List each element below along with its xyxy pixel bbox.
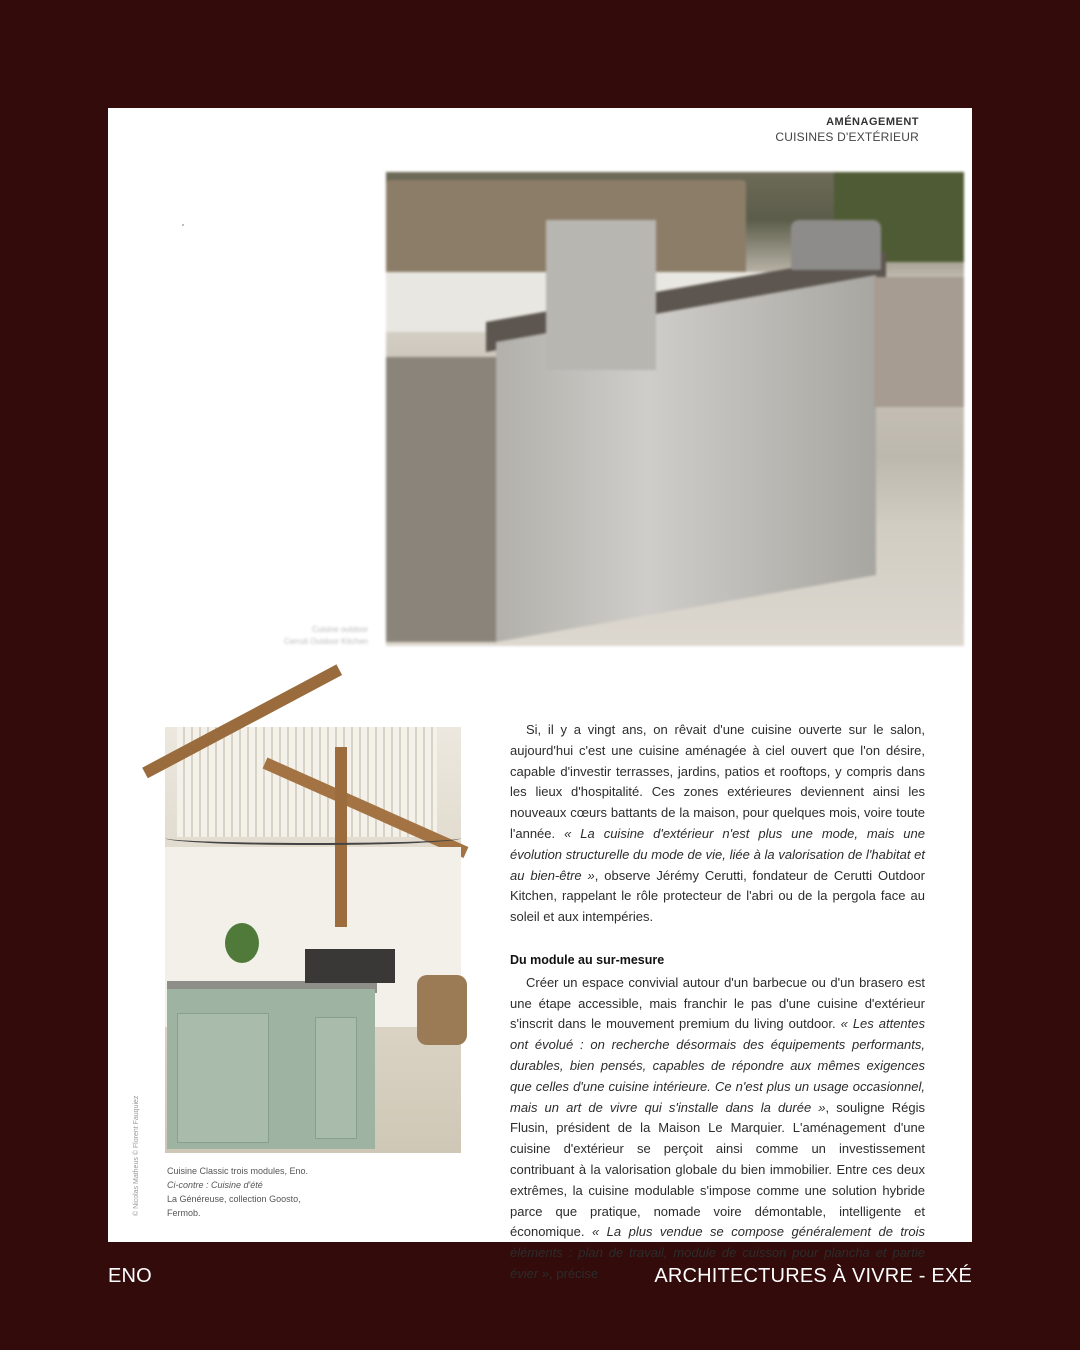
quote: « La cuisine d'extérieur n'est plus une mode, mais une évolution structurelle du mode de vie, liée à la valorisation de l'habitat et au bien-être »: [510, 825, 925, 883]
text-run: , observe Jérémy Cerutti, fondateur de Cerutti Outdoor Kitchen, rappelant le rôle protecteur de l'abri ou de la pergola face au soleil et aux intempéries.: [510, 867, 925, 925]
caption-line: Ci-contre : Cuisine d'été: [167, 1180, 263, 1190]
section-label: AMÉNAGEMENT: [826, 116, 919, 128]
photo-credit-line: Cuisine outdoor: [311, 625, 368, 634]
caption-line: Fermob.: [167, 1208, 201, 1218]
paragraph-1: [510, 720, 925, 928]
outdoor-kitchen-photo: [386, 172, 964, 646]
subheading: Du module au sur-mesure: [510, 952, 665, 967]
photo-caption: [167, 1164, 337, 1220]
quote: « Les attentes ont évolué : on recherche désormais des équipements performants, durables, bien pensés, capables de répondre aux mêmes exigences que celles d'une cuisine intérieure. Ce n'est plus un usage occasionnel, mais un art de vivre qui s'installe dans la durée »: [510, 1016, 926, 1115]
paragraph-2: [510, 973, 925, 1285]
photo-credit-blurred: [258, 624, 368, 648]
footer-source: ARCHITECTURES À VIVRE - EXÉ: [654, 1265, 972, 1287]
green-kitchen-photo: [165, 727, 461, 1153]
page-mark: [182, 224, 184, 226]
text-run: , précise: [549, 1265, 599, 1281]
photo-credit-line: Cerruti Outdoor Kitchen: [283, 637, 368, 646]
text-run: Si, il y a vingt ans, on rêvait d'une cuisine ouverte sur le salon, aujourd'hui c'est une cuisine aménagée à ciel ouvert que l'on désire, capable d'investir terrasses, jardins, patios et rooftops, y compris dans les lieux d'hospitalité. Ces zones extérieures deviennent ainsi les nouveaux cœurs battants de la maison, pour quelques mois, voire toute l'année.: [510, 722, 925, 841]
text-run: , souligne Régis Flusin, président de la Maison Le Marquier. L'aménagement d'une cuisine d'extérieur se perçoit ainsi comme un investissement contribuant à la valorisation globale du bien immobilier. Entre ces deux extrêmes, la cuisine modulable s'impose comme une solution hybride parce que pratique, nomade voire démontable, intelligente et économique.: [510, 1099, 925, 1240]
text-run: Créer un espace convivial autour d'un barbecue ou d'un brasero est une étape accessible, mais franchir le pas d'une cuisine d'extérieur s'inscrit dans le mouvement premium du living outdoor.: [510, 974, 925, 1032]
subsection-label: CUISINES D'EXTÉRIEUR: [775, 130, 919, 144]
article-body: [510, 720, 925, 1285]
page-header: [775, 116, 919, 144]
caption-line: Cuisine Classic trois modules, Eno.: [167, 1166, 309, 1176]
footer-brand: ENO: [108, 1265, 152, 1287]
caption-line: La Généreuse, collection Goosto,: [167, 1194, 301, 1204]
photo-credit-vertical: © Nicolas Matheus © Florent Fauquiez: [133, 1095, 140, 1216]
quote: « La plus vendue se compose généralement de trois éléments : plan de travail, module de cuisson pour plancha et partie évier »: [510, 1224, 925, 1281]
